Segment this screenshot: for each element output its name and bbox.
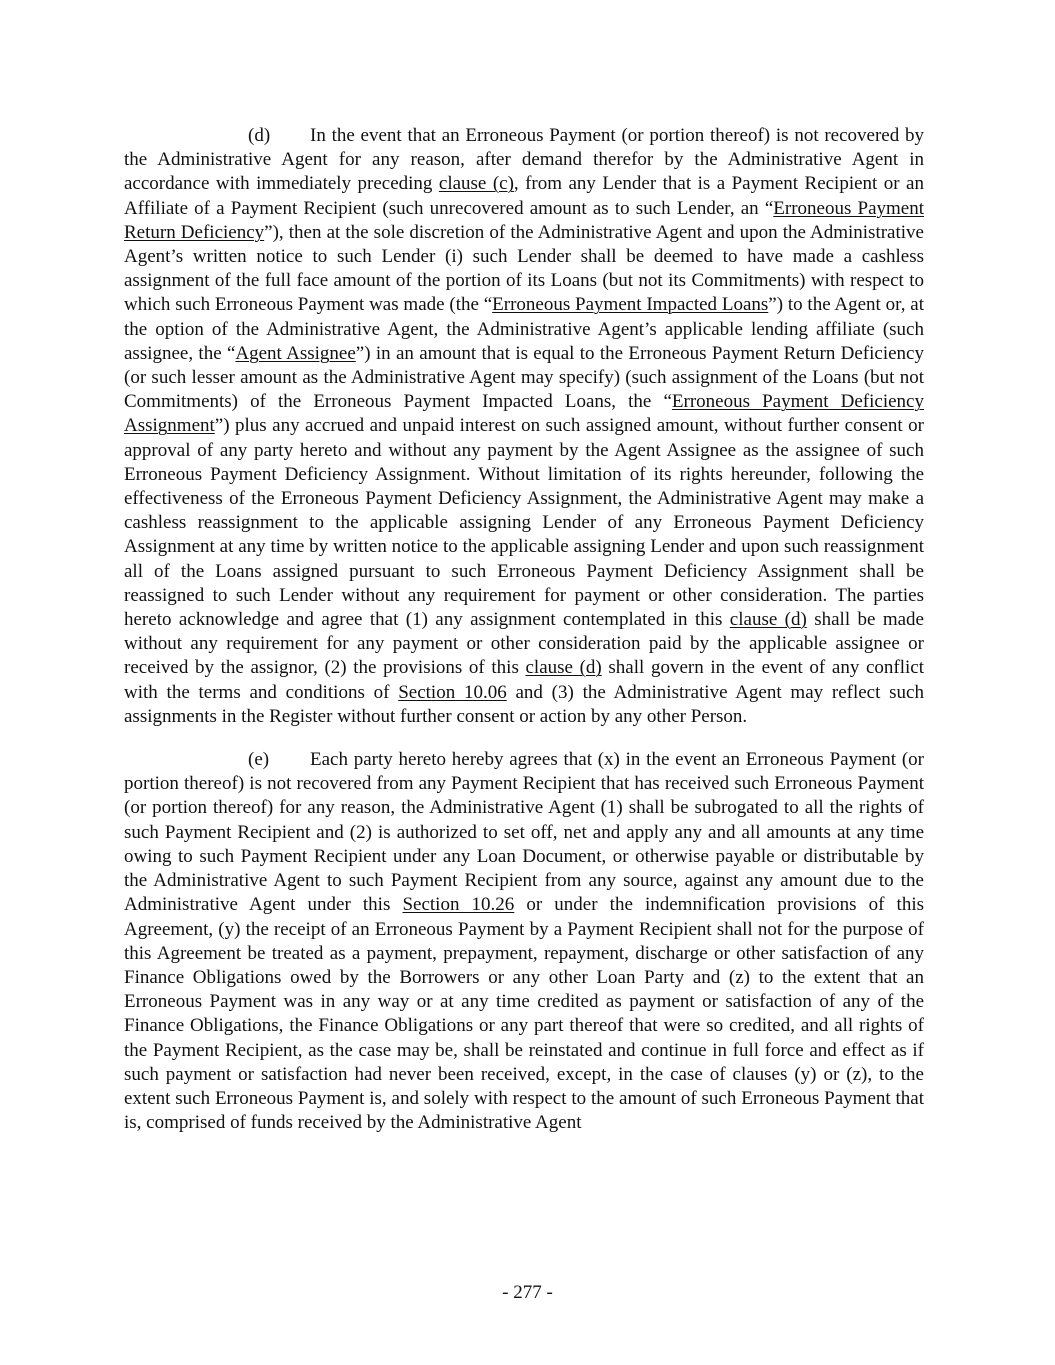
cross-reference-link: Section 10.26	[402, 894, 515, 916]
paragraph-text: or under the indemnification provisions of this Agreement, (y) the receipt of an Erroneous Payment by a Payment Recipient shall not for the purpose of this Agreement be treated as a payment, prepayment, repayment, discharge or other satisfaction of any Finance Obligations owed by the Borrowers or any other Loan Party and (z) to the extent that an Erroneous Payment was in any way or at any time credited as payment or satisfaction of any of the Finance Obligations, the Finance Obligations or any part thereof that were so credited, and all rights of the Payment Recipient, as the case may be, shall be reinstated and continue in full force and effect as if such payment or satisfaction had never been received, except, in the case of clauses (y) or (z), to the extent such Erroneous Payment is, and solely with respect to the amount of such Erroneous Payment that is, comprised of funds received by the Administrative Agent	[124, 894, 924, 1134]
defined-term: Erroneous Payment Deficiency Assignment	[124, 391, 924, 437]
cross-reference-link: clause (d)	[525, 657, 602, 679]
paragraph-e	[124, 748, 924, 1135]
defined-term: Agent Assignee	[235, 342, 356, 364]
paragraph-text: ”) to the Agent or, at the option of the Administrative Agent, the Administrative Agent’s applicable lending affiliate (such assignee, the “	[124, 294, 924, 364]
page-number: - 277 -	[502, 1282, 553, 1303]
paragraph-d	[124, 124, 924, 729]
paragraph-text: , from any Lender that is a Payment Recipient or an Affiliate of a Payment Recipient (such unrecovered amount as to such Lender, an “	[124, 173, 924, 219]
paragraph-text: Each party hereto hereby agrees that (x) in the event an Erroneous Payment (or portion thereof) is not recovered from any Payment Recipient that has received such Erroneous Payment (or portion thereof) for any reason, the Administrative Agent (1) shall be subrogated to all the rights of such Payment Recipient and (2) is authorized to set off, net and apply any and all amounts at any time owing to such Payment Recipient under any Loan Document, or otherwise payable or distributable by the Administrative Agent to such Payment Recipient from any source, against any amount due to the Administrative Agent under this	[124, 749, 924, 916]
paragraph-text: ”) plus any accrued and unpaid interest on such assigned amount, without further consent or approval of any party hereto and without any payment by the Agent Assignee as the assignee of such Erroneous Payment Deficiency Assignment. Without limitation of its rights hereunder, following the effectiveness of the Erroneous Payment Deficiency Assignment, the Administrative Agent may make a cashless reassignment to the applicable assigning Lender of any Erroneous Payment Deficiency Assignment at any time by written notice to the applicable assigning Lender and upon such reassignment all of the Loans assigned pursuant to such Erroneous Payment Deficiency Assignment shall be reassigned to such Lender without any requirement for payment or other consideration. The parties hereto acknowledge and agree that (1) any assignment contemplated in this	[124, 415, 924, 631]
paragraph-text: and (3) the Administrative Agent may reflect such assignments in the Register without further consent or action by any other Person.	[124, 681, 924, 727]
paragraph-text: ”), then at the sole discretion of the Administrative Agent and upon the Administrative Agent’s written notice to such Lender (i) such Lender shall be deemed to have made a cashless assignment of the full face amount of the portion of its Loans (but not its Commitments) with respect to which such Erroneous Payment was made (the “	[124, 221, 924, 316]
paragraph-text: shall be made without any requirement for any payment or other consideration paid by the applicable assignee or received by the assignor, (2) the provisions of this	[124, 609, 924, 679]
cross-reference-link: clause (c)	[438, 173, 514, 195]
paragraph-text: In the event that an Erroneous Payment (or portion thereof) is not recovered by the Administrative Agent for any reason, after demand therefor by the Administrative Agent in accordance with immediately preceding	[124, 125, 924, 195]
defined-term: Erroneous Payment Impacted Loans	[492, 294, 769, 316]
defined-term: Erroneous Payment Return Deficiency	[124, 197, 925, 243]
paragraph-text: shall govern in the event of any conflict with the terms and conditions of	[124, 657, 924, 703]
paragraph-label: (d)	[248, 125, 271, 146]
paragraph-text: ”) in an amount that is equal to the Erroneous Payment Return Deficiency (or such lesser amount as the Administrative Agent may specify) (such assignment of the Loans (but not Commitments) of the Erroneous Payment Impacted Loans, the “	[124, 342, 924, 413]
cross-reference-link: Section 10.06	[398, 681, 507, 703]
paragraph-label: (e)	[248, 749, 270, 771]
document-page	[124, 124, 924, 1135]
cross-reference-link: clause (d)	[729, 609, 807, 631]
